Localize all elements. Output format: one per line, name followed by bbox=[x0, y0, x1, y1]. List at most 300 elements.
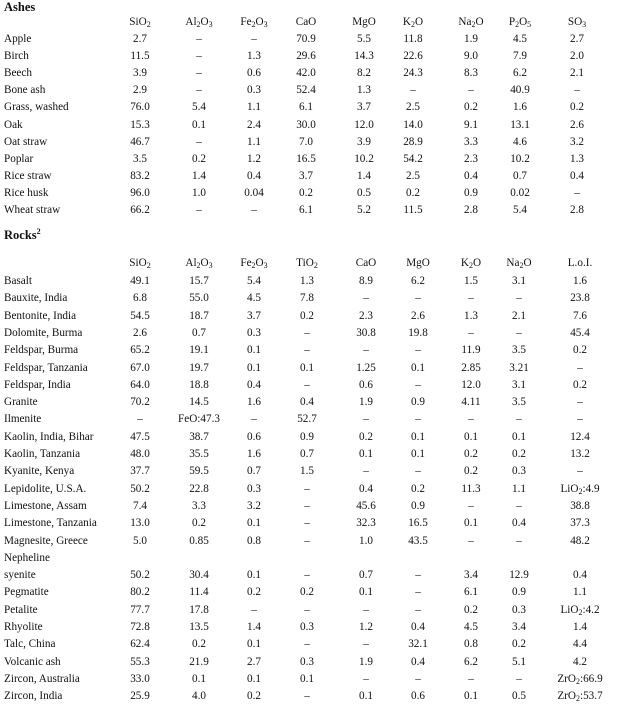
table-cell: 2.1 bbox=[570, 67, 584, 80]
table-cell: – bbox=[415, 672, 421, 685]
table-cell: 0.1 bbox=[464, 517, 478, 530]
table-cell: 2.7 bbox=[247, 655, 261, 668]
table-cell: 59.5 bbox=[189, 465, 209, 478]
table-cell: – bbox=[363, 672, 369, 685]
table-cell: 3.9 bbox=[357, 135, 371, 148]
table-cell: 14.0 bbox=[403, 118, 423, 131]
table-cell: 55.0 bbox=[189, 292, 209, 305]
table-row bbox=[0, 117, 628, 134]
table-cell: 0.4 bbox=[300, 396, 314, 409]
table-cell: – bbox=[304, 326, 310, 339]
table-cell: 49.1 bbox=[130, 275, 150, 287]
table-cell: – bbox=[415, 569, 421, 582]
table-cell: 0.3 bbox=[512, 603, 526, 616]
row-label: Apple bbox=[4, 33, 32, 45]
table-cell: 32.1 bbox=[408, 638, 428, 651]
table-cell: 3.21 bbox=[509, 361, 529, 374]
table-cell: 0.5 bbox=[357, 186, 371, 199]
table-cell: 3.7 bbox=[299, 169, 313, 182]
table-cell: 3.7 bbox=[247, 309, 261, 322]
table-cell: 7.0 bbox=[299, 135, 313, 148]
rocks-header-row bbox=[0, 255, 628, 272]
table-row bbox=[0, 151, 628, 168]
table-cell: 1.6 bbox=[513, 101, 527, 114]
table-cell: 3.2 bbox=[247, 499, 261, 512]
table-cell: 40.9 bbox=[510, 84, 530, 97]
table-cell: 1.3 bbox=[247, 50, 261, 63]
table-cell: – bbox=[304, 499, 310, 512]
table-cell: 66.2 bbox=[130, 204, 150, 216]
table-cell: 1.4 bbox=[573, 621, 587, 633]
table-cell: 7.9 bbox=[513, 50, 527, 63]
table-cell: 4.5 bbox=[513, 33, 527, 45]
table-cell: 22.8 bbox=[189, 482, 209, 495]
table-cell: 2.85 bbox=[461, 361, 481, 374]
row-label: Rhyolite bbox=[4, 621, 43, 633]
table-cell: ZrO$_2$:66.9 bbox=[557, 672, 603, 686]
row-label: Feldspar, Tanzania bbox=[4, 361, 88, 374]
rocks-column-header: $K_2O$ bbox=[460, 257, 482, 270]
table-cell: 4.6 bbox=[513, 135, 527, 148]
table-cell: 70.2 bbox=[130, 396, 150, 409]
table-cell: 2.0 bbox=[570, 50, 584, 63]
table-cell: 0.6 bbox=[411, 690, 425, 703]
footnote-mark: 2 bbox=[36, 227, 41, 236]
table-cell: 38.8 bbox=[570, 499, 590, 512]
table-cell: – bbox=[516, 413, 522, 426]
table-cell: 0.4 bbox=[512, 517, 526, 530]
table-cell: 37.7 bbox=[130, 465, 150, 478]
table-cell: 0.1 bbox=[359, 586, 373, 599]
table-row bbox=[0, 377, 628, 394]
table-cell: 0.4 bbox=[464, 169, 478, 182]
table-cell: 48.2 bbox=[570, 534, 590, 547]
table-row bbox=[0, 99, 628, 116]
row-label: Feldspar, India bbox=[4, 378, 71, 391]
table-row bbox=[0, 48, 628, 65]
table-cell: 0.6 bbox=[359, 378, 373, 391]
rocks-column-header: TiO$_2$ bbox=[296, 257, 318, 270]
table-cell: – bbox=[363, 465, 369, 478]
table-cell: – bbox=[304, 690, 310, 703]
table-cell: 0.2 bbox=[464, 465, 478, 478]
table-cell: 6.1 bbox=[299, 101, 313, 114]
table-cell: – bbox=[363, 603, 369, 616]
row-label: Dolomite, Burma bbox=[4, 326, 83, 339]
row-label: Talc, China bbox=[4, 638, 56, 651]
row-label: Bentonite, India bbox=[4, 309, 77, 322]
table-cell: 55.3 bbox=[130, 655, 150, 668]
table-cell: 3.3 bbox=[464, 135, 478, 148]
table-cell: 54.2 bbox=[403, 152, 423, 165]
row-label: Zircon, India bbox=[4, 690, 63, 703]
table-cell: – bbox=[304, 534, 310, 547]
table-cell: – bbox=[196, 204, 202, 216]
table-cell: 11.5 bbox=[130, 50, 150, 63]
table-cell: 13.5 bbox=[189, 621, 209, 633]
table-cell: 0.1 bbox=[192, 118, 206, 131]
table-cell: 1.9 bbox=[359, 396, 373, 409]
table-cell: 0.3 bbox=[247, 84, 261, 97]
table-cell: ZrO$_2$:53.7 bbox=[557, 690, 603, 704]
table-cell: 3.9 bbox=[133, 67, 147, 80]
table-row bbox=[0, 567, 628, 584]
table-cell: – bbox=[516, 499, 522, 512]
table-cell: – bbox=[196, 135, 202, 148]
table-row bbox=[0, 550, 628, 567]
table-cell: 0.3 bbox=[247, 326, 261, 339]
table-cell: 3.2 bbox=[570, 135, 584, 148]
table-cell: – bbox=[577, 465, 583, 478]
table-cell: 0.2 bbox=[573, 344, 587, 357]
table-cell: 4.0 bbox=[192, 690, 206, 703]
table-cell: 1.4 bbox=[357, 169, 371, 182]
ashes-column-header: MgO bbox=[352, 16, 376, 28]
table-row bbox=[0, 515, 628, 532]
table-row bbox=[0, 31, 628, 48]
table-row bbox=[0, 360, 628, 377]
table-cell: 0.1 bbox=[464, 430, 478, 443]
table-cell: 0.7 bbox=[513, 169, 527, 182]
table-cell: – bbox=[415, 344, 421, 357]
table-cell: 3.5 bbox=[512, 344, 526, 357]
table-cell: 1.0 bbox=[192, 186, 206, 199]
table-cell: 30.4 bbox=[189, 569, 209, 582]
table-cell: 45.6 bbox=[356, 499, 376, 512]
row-label: Kaolin, India, Bihar bbox=[4, 430, 94, 443]
table-cell: 0.7 bbox=[247, 465, 261, 478]
table-cell: 16.5 bbox=[408, 517, 428, 530]
table-cell: 0.2 bbox=[512, 638, 526, 651]
table-cell: 0.4 bbox=[359, 482, 373, 495]
table-cell: 33.0 bbox=[130, 672, 150, 685]
table-cell: 1.1 bbox=[247, 101, 261, 114]
ashes-column-header: $Na_2O$ bbox=[458, 16, 484, 29]
table-cell: 7.4 bbox=[133, 499, 147, 512]
table-cell: 83.2 bbox=[130, 169, 150, 182]
table-cell: 7.6 bbox=[573, 309, 587, 322]
table-cell: – bbox=[415, 413, 421, 426]
table-cell: 2.7 bbox=[570, 33, 584, 45]
ashes-column-header: CaO bbox=[295, 16, 317, 28]
table-cell: – bbox=[468, 499, 474, 512]
table-cell: 5.4 bbox=[513, 204, 527, 216]
table-cell: – bbox=[468, 84, 474, 97]
table-row bbox=[0, 134, 628, 151]
table-cell: 0.3 bbox=[300, 655, 314, 668]
table-cell: 21.9 bbox=[189, 655, 209, 668]
table-cell: 0.3 bbox=[512, 465, 526, 478]
table-cell: – bbox=[304, 482, 310, 495]
rocks-column-header: MgO bbox=[406, 257, 430, 269]
table-cell: 3.1 bbox=[512, 378, 526, 391]
table-cell: 0.1 bbox=[411, 361, 425, 374]
table-cell: 0.02 bbox=[510, 186, 530, 199]
table-cell: 6.2 bbox=[464, 655, 478, 668]
table-cell: 64.0 bbox=[130, 378, 150, 391]
row-label: Nepheline bbox=[4, 551, 50, 564]
table-cell: 16.5 bbox=[296, 152, 316, 165]
table-row bbox=[0, 411, 628, 428]
table-cell: 2.6 bbox=[570, 118, 584, 131]
table-cell: 0.2 bbox=[247, 690, 261, 703]
table-cell: 28.9 bbox=[403, 135, 423, 148]
table-row bbox=[0, 429, 628, 446]
row-label: Volcanic ash bbox=[4, 655, 61, 668]
table-cell: 1.4 bbox=[247, 621, 261, 633]
table-cell: – bbox=[468, 413, 474, 426]
table-cell: 1.1 bbox=[247, 135, 261, 148]
row-label: Kyanite, Kenya bbox=[4, 465, 75, 478]
table-cell: 8.3 bbox=[464, 67, 478, 80]
table-cell: 0.7 bbox=[300, 448, 314, 460]
table-cell: 3.1 bbox=[512, 275, 526, 287]
table-cell: 5.1 bbox=[512, 655, 526, 668]
table-cell: 29.6 bbox=[296, 50, 316, 63]
table-cell: 72.8 bbox=[130, 621, 150, 633]
table-cell: 8.2 bbox=[357, 67, 371, 80]
table-cell: 1.6 bbox=[247, 396, 261, 409]
table-cell: 0.2 bbox=[570, 101, 584, 114]
table-cell: 0.2 bbox=[573, 378, 587, 391]
table-cell: 1.1 bbox=[573, 586, 587, 599]
table-cell: 8.9 bbox=[359, 275, 373, 287]
table-cell: 11.5 bbox=[403, 204, 423, 216]
table-cell: 0.2 bbox=[464, 448, 478, 460]
table-cell: 0.1 bbox=[247, 569, 261, 582]
row-label: Ilmenite bbox=[4, 413, 42, 426]
table-cell: 0.9 bbox=[300, 430, 314, 443]
table-cell: 0.7 bbox=[359, 569, 373, 582]
table-cell: 80.2 bbox=[130, 586, 150, 599]
table-cell: 11.8 bbox=[403, 33, 423, 45]
table-cell: 2.9 bbox=[133, 84, 147, 97]
table-cell: – bbox=[516, 534, 522, 547]
table-cell: 14.3 bbox=[354, 50, 374, 63]
table-cell: 45.4 bbox=[570, 326, 590, 339]
ashes-column-header: $SO_3$ bbox=[567, 16, 587, 29]
table-cell: 2.8 bbox=[464, 204, 478, 216]
table-cell: – bbox=[410, 84, 416, 97]
table-row bbox=[0, 636, 628, 653]
table-cell: – bbox=[577, 413, 583, 426]
table-cell: – bbox=[415, 292, 421, 305]
table-cell: 0.1 bbox=[300, 672, 314, 685]
table-row bbox=[0, 584, 628, 601]
table-cell: 2.3 bbox=[464, 152, 478, 165]
table-cell: 3.3 bbox=[192, 499, 206, 512]
table-cell: – bbox=[251, 603, 257, 616]
table-cell: – bbox=[516, 326, 522, 339]
table-cell: 3.5 bbox=[512, 396, 526, 409]
table-cell: 1.9 bbox=[464, 33, 478, 45]
table-cell: 0.7 bbox=[192, 326, 206, 339]
rocks-column-header: L.o.I. bbox=[567, 257, 593, 269]
row-label: Grass, washed bbox=[4, 101, 69, 114]
row-label: syenite bbox=[4, 569, 36, 582]
table-cell: 1.5 bbox=[464, 275, 478, 287]
table-cell: 13.2 bbox=[570, 448, 590, 460]
table-cell: 5.5 bbox=[357, 33, 371, 45]
table-cell: – bbox=[363, 344, 369, 357]
rocks-column-header: $Fe_2O_3$ bbox=[240, 257, 268, 270]
table-cell: – bbox=[304, 603, 310, 616]
table-cell: 0.2 bbox=[300, 586, 314, 599]
table-cell: 2.3 bbox=[359, 309, 373, 322]
table-cell: – bbox=[196, 84, 202, 97]
table-cell: 18.8 bbox=[189, 378, 209, 391]
table-cell: – bbox=[415, 378, 421, 391]
table-cell: – bbox=[363, 638, 369, 651]
table-cell: 10.2 bbox=[354, 152, 374, 165]
table-cell: 1.1 bbox=[512, 482, 526, 495]
table-cell: 1.5 bbox=[300, 465, 314, 478]
table-cell: 1.9 bbox=[359, 655, 373, 668]
table-cell: 15.7 bbox=[189, 275, 209, 287]
table-cell: 6.1 bbox=[464, 586, 478, 599]
row-label: Birch bbox=[4, 50, 29, 63]
table-cell: – bbox=[468, 326, 474, 339]
table-row bbox=[0, 533, 628, 550]
table-cell: – bbox=[304, 517, 310, 530]
table-cell: 0.5 bbox=[512, 690, 526, 703]
table-cell: 0.1 bbox=[247, 361, 261, 374]
table-cell: – bbox=[196, 50, 202, 63]
table-cell: 0.2 bbox=[411, 482, 425, 495]
table-row bbox=[0, 654, 628, 671]
table-cell: 1.2 bbox=[247, 152, 261, 165]
table-row bbox=[0, 463, 628, 480]
table-cell: 2.6 bbox=[133, 326, 147, 339]
table-cell: 37.3 bbox=[570, 517, 590, 530]
table-cell: 0.3 bbox=[247, 482, 261, 495]
table-row bbox=[0, 308, 628, 325]
table-cell: 19.8 bbox=[408, 326, 428, 339]
table-cell: 15.3 bbox=[130, 118, 150, 131]
table-cell: 70.9 bbox=[296, 33, 316, 45]
table-cell: 0.2 bbox=[247, 586, 261, 599]
table-cell: 0.9 bbox=[464, 186, 478, 199]
table-cell: 1.25 bbox=[356, 361, 376, 374]
table-cell: 0.4 bbox=[247, 169, 261, 182]
table-cell: 67.0 bbox=[130, 361, 150, 374]
table-cell: 9.1 bbox=[464, 118, 478, 131]
row-label: Poplar bbox=[4, 152, 34, 165]
ashes-column-header: $P_2O_5$ bbox=[508, 16, 532, 29]
table-cell: LiO$_2$:4.9 bbox=[560, 482, 600, 496]
table-cell: 50.2 bbox=[130, 569, 150, 582]
table-cell: 2.5 bbox=[406, 169, 420, 182]
table-cell: 22.6 bbox=[403, 50, 423, 63]
table-cell: 11.9 bbox=[461, 344, 481, 357]
table-cell: – bbox=[363, 413, 369, 426]
row-label: Limestone, Tanzania bbox=[4, 517, 97, 530]
table-cell: 0.1 bbox=[512, 430, 526, 443]
row-label: Bauxite, India bbox=[4, 292, 68, 305]
table-cell: 18.7 bbox=[189, 309, 209, 322]
table-cell: 30.0 bbox=[296, 118, 316, 131]
table-cell: 2.7 bbox=[133, 33, 147, 45]
table-cell: – bbox=[363, 292, 369, 305]
table-cell: 4.5 bbox=[247, 292, 261, 305]
table-cell: – bbox=[577, 396, 583, 409]
table-cell: 4.2 bbox=[573, 655, 587, 668]
table-cell: 0.1 bbox=[464, 690, 478, 703]
table-cell: 77.7 bbox=[130, 603, 150, 616]
table-cell: 5.0 bbox=[133, 534, 147, 547]
table-cell: 0.2 bbox=[300, 309, 314, 322]
table-cell: 0.4 bbox=[411, 655, 425, 668]
table-cell: 0.4 bbox=[247, 378, 261, 391]
table-cell: 52.4 bbox=[296, 84, 316, 97]
row-label: Granite bbox=[4, 396, 38, 409]
table-cell: FeO:47.3 bbox=[178, 413, 220, 426]
table-row bbox=[0, 65, 628, 82]
row-label: Basalt bbox=[4, 275, 32, 287]
table-cell: 54.5 bbox=[130, 309, 150, 322]
table-cell: – bbox=[468, 534, 474, 547]
table-cell: 0.2 bbox=[464, 603, 478, 616]
table-cell: 0.3 bbox=[300, 621, 314, 633]
table-cell: 0.1 bbox=[359, 448, 373, 460]
table-cell: 0.1 bbox=[247, 517, 261, 530]
table-cell: 0.4 bbox=[570, 169, 584, 182]
table-cell: – bbox=[196, 67, 202, 80]
row-label: Rice husk bbox=[4, 186, 49, 199]
row-label: Zircon, Australia bbox=[4, 672, 80, 685]
table-cell: – bbox=[304, 378, 310, 391]
table-cell: 2.8 bbox=[570, 204, 584, 216]
table-row bbox=[0, 602, 628, 619]
row-label: Oat straw bbox=[4, 135, 48, 148]
table-cell: 13.0 bbox=[130, 517, 150, 530]
table-cell: 9.0 bbox=[464, 50, 478, 63]
table-cell: – bbox=[137, 413, 143, 426]
table-cell: – bbox=[415, 586, 421, 599]
row-label: Bone ash bbox=[4, 84, 46, 97]
table-cell: 6.1 bbox=[299, 204, 313, 216]
table-cell: 3.7 bbox=[357, 101, 371, 114]
table-cell: 0.2 bbox=[406, 186, 420, 199]
table-cell: 32.3 bbox=[356, 517, 376, 530]
table-cell: – bbox=[574, 84, 580, 97]
table-cell: 5.4 bbox=[247, 275, 261, 287]
table-cell: 0.1 bbox=[300, 361, 314, 374]
table-cell: 35.5 bbox=[189, 448, 209, 460]
table-cell: 30.8 bbox=[356, 326, 376, 339]
row-label: Petalite bbox=[4, 603, 38, 616]
table-row bbox=[0, 394, 628, 411]
table-cell: 5.4 bbox=[192, 101, 206, 114]
table-cell: 3.5 bbox=[133, 152, 147, 165]
table-cell: 1.3 bbox=[300, 275, 314, 287]
table-row bbox=[0, 82, 628, 99]
table-cell: 6.2 bbox=[513, 67, 527, 80]
table-cell: 6.2 bbox=[411, 275, 425, 287]
table-cell: 0.1 bbox=[359, 690, 373, 703]
ashes-column-header: SiO$_2$ bbox=[129, 16, 151, 29]
table-cell: 10.2 bbox=[510, 152, 530, 165]
table-cell: 6.8 bbox=[133, 292, 147, 305]
row-label: Rice straw bbox=[4, 169, 52, 182]
table-cell: 0.4 bbox=[573, 569, 587, 582]
table-cell: – bbox=[415, 603, 421, 616]
rocks-column-header: $Na_2O$ bbox=[506, 257, 532, 270]
table-cell: – bbox=[251, 413, 257, 426]
table-cell: 47.5 bbox=[130, 430, 150, 443]
ashes-column-header: $K_2O$ bbox=[402, 16, 424, 29]
row-label: Oak bbox=[4, 118, 23, 131]
